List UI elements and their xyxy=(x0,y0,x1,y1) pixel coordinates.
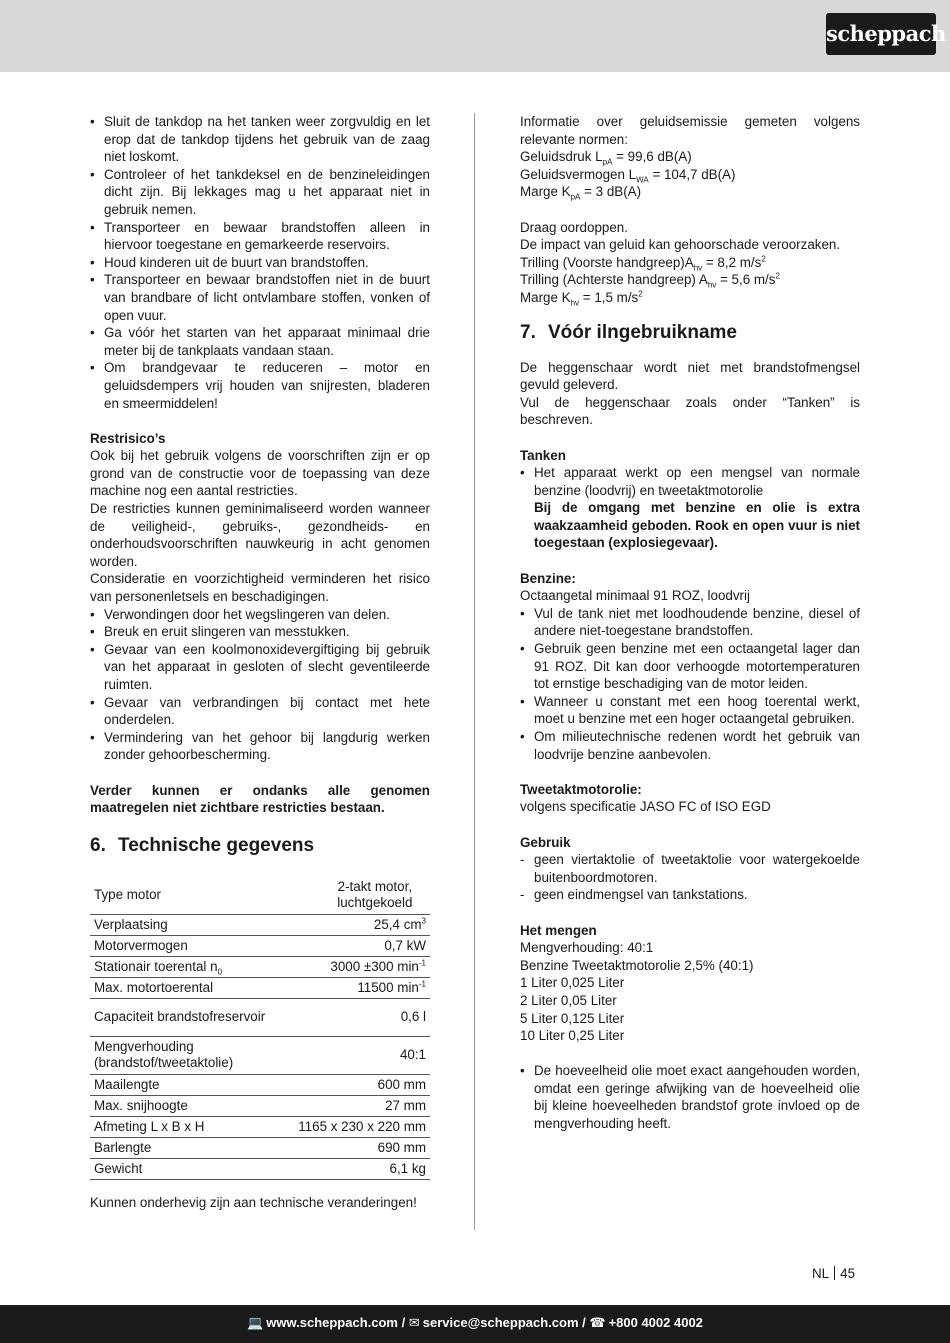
table-row: Motorvermogen 0,7 kW xyxy=(90,935,430,956)
list-item: • Om milieutechnische redenen wordt het gebruik van loodvrije benzine aanbevolen. xyxy=(520,729,860,762)
list-item: • Sluit de tankdop na het tanken weer zorgvuldig en let erop dat de tankdop tijdens het gebruik van de zaag niet loskomt. xyxy=(90,114,430,165)
restrisico-warning: Verder kunnen er ondanks alle genomen maatregelen niet zichtbare restricties bestaan. xyxy=(90,782,430,816)
table-row: Maailengte 600 mm xyxy=(90,1074,430,1095)
list-item: - geen viertaktolie of tweetaktolie voor watergekoelde buitenboordmotoren. xyxy=(520,852,860,885)
table-row: Max. snijhoogte 27 mm xyxy=(90,1095,430,1116)
footer-bar: 💻 www.scheppach.com / ✉ service@scheppach.com / ☎ +800 4002 4002 xyxy=(0,1305,950,1343)
sec7-paragraph: De heggenschaar wordt niet met brandstofmengsel gevuld geleverd. xyxy=(520,359,860,393)
section-heading-voor-ingebruikname: 7. Vóór ilngebruikname xyxy=(520,321,737,343)
restrisico-paragraph: Ook bij het gebruik volgens de voorschriften zijn er op grond van de constructie voor de toepassing van deze machine nog een aantal restricties. xyxy=(90,448,430,499)
list-item: • Transporteer en bewaar brandstoffen alleen in hiervoor toegestane en gemarkeerde reservoirs. xyxy=(90,219,430,253)
benzine-list xyxy=(520,605,860,763)
noise-margin: Marge $K_{pA} = 3$ dB(A) xyxy=(520,184,642,203)
benzine-heading: Benzine: xyxy=(520,570,576,586)
mengen-line: 10 Liter 0,25 Liter xyxy=(520,1028,625,1044)
noise-intro: Informatie over geluidsemissie gemeten volgens relevante normen: xyxy=(520,114,860,147)
table-row: Type motor 2-takt motor, luchtgekoeld xyxy=(90,876,430,914)
table-row: Mengverhouding (brandstof/tweetaktolie) 40:1 xyxy=(90,1036,430,1074)
benzine-octane: Octaangetal minimaal 91 ROZ, loodvrij xyxy=(520,588,750,604)
vibration-rear: Trilling (Achterste handgreep) $A_{hv} = 5,6$ $m/s^2$ xyxy=(520,271,780,291)
mengen-line: Mengverhouding: 40:1 xyxy=(520,940,654,956)
gebruik-heading: Gebruik xyxy=(520,834,571,850)
footer-website-link[interactable]: www.scheppach.com xyxy=(266,1315,398,1330)
mengen-list xyxy=(520,1062,860,1132)
column-divider xyxy=(474,113,475,1230)
noise-power: Geluidsvermogen $L_{WA} = 104,7$ dB(A) xyxy=(520,166,736,185)
tanken-list xyxy=(520,464,860,552)
table-row: Gewicht 6,1 kg xyxy=(90,1158,430,1179)
table-row: Stationair toerental $n_0$ 3000 ±300 $\min^{-1}$ xyxy=(90,956,430,977)
phone-icon: ☎ xyxy=(589,1315,606,1330)
right-column xyxy=(520,113,860,1133)
list-item: • Transporteer en bewaar brandstoffen niet in de buurt van brandbare of licht ontvlambare stoffen, vonken of open vuur. xyxy=(90,272,430,323)
scheppach-logo xyxy=(826,13,946,55)
mengen-line: 5 Liter 0,125 Liter xyxy=(520,1010,625,1026)
list-item: • Om brandgevaar te reduceren – motor en geluidsdempers vrij houden van snijresten, bladeren en smeermiddelen! xyxy=(90,360,430,411)
ear-protection-note: Draag oordoppen. xyxy=(520,219,628,235)
envelope-icon: ✉ xyxy=(408,1315,420,1330)
restrisico-paragraph: De restricties kunnen geminimaliseerd worden wanneer de veiligheid-, gebruiks-, gezondheids- en onderhoudsvoorschriften nauwkeurig in acht genomen worden. xyxy=(90,501,430,569)
list-item: • Vul de tank niet met loodhoudende benzine, diesel of andere niet-toegestane brandstoffen. xyxy=(520,605,860,639)
spec-table xyxy=(90,876,430,1180)
tanken-heading: Tanken xyxy=(520,447,566,463)
tweetaktolie-spec: volgens specificatie JASO FC of ISO EGD xyxy=(520,799,771,815)
list-item: • Vermindering van het gehoor bij langdurig werken zonder gehoorbescherming. xyxy=(90,729,430,763)
table-row: Verplaatsing 25,4 $cm^3$ xyxy=(90,914,430,935)
page-number: NL 45 xyxy=(812,1266,856,1281)
hearing-damage-note: De impact van geluid kan gehoorschade veroorzaken. xyxy=(520,237,841,253)
gebruik-list xyxy=(520,851,860,904)
list-item: • Verwondingen door het wegslingeren van delen. xyxy=(90,606,390,622)
restrisico-paragraph: Consideratie en voorzichtigheid verminderen het risico van personenletsels en beschadigingen. xyxy=(90,571,430,605)
logo-text: scheppach xyxy=(826,21,946,46)
spec-note: Kunnen onderhevig zijn aan technische veranderingen! xyxy=(90,1194,417,1210)
footer-email-link[interactable]: service@scheppach.com xyxy=(422,1315,579,1330)
list-item: • Wanneer u constant met een hoog toerental werkt, moet u benzine met een hoger octaangetal gebruiken. xyxy=(520,693,860,727)
list-item: • Breuk en eruit slingeren van messtukken. xyxy=(90,624,350,640)
mengen-line: 2 Liter 0,05 Liter xyxy=(520,992,617,1008)
footer-phone: +800 4002 4002 xyxy=(608,1315,703,1330)
list-item: - geen eindmengsel van tankstations. xyxy=(520,887,748,903)
noise-pressure: Geluidsdruk $L_{pA} = 99,6$ dB(A) xyxy=(520,149,692,167)
mengen-line: Benzine Tweetaktmotorolie 2,5% (40:1) xyxy=(520,957,754,973)
tanken-warning: Bij de omgang met benzine en olie is extra waakzaamheid geboden. Rook en open vuur is niet toegestaan (explosiegevaar). xyxy=(534,500,860,551)
list-item: • Houd kinderen uit de buurt van brandstoffen. xyxy=(90,254,369,270)
computer-icon: 💻 xyxy=(247,1315,264,1330)
list-item: • Ga vóór het starten van het apparaat minimaal drie meter bij de tankplaats vandaan staan. xyxy=(90,325,430,358)
list-item: • Het apparaat werkt op een mengsel van normale benzine (loodvrij) en tweetaktmotorolie Bij de omgang met benzine en olie is extra waakzaamheid geboden. Rook en open vuur is niet toegestaan (explosiegevaar). xyxy=(520,465,860,551)
vibration-front: Trilling (Voorste $handgreep)A_{hv} = 8,2$ $m/s^2$ xyxy=(520,254,766,273)
list-item: • Gevaar van verbrandingen bij contact met hete onderdelen. xyxy=(90,694,430,728)
list-item: • Controleer of het tankdeksel en de benzineleidingen dicht zijn. Bij lekkages mag u het apparaat niet in gebruik nemen. xyxy=(90,166,430,217)
restrisico-list xyxy=(90,606,430,764)
mengen-line: 1 Liter 0,025 Liter xyxy=(520,975,625,991)
list-item: • Gebruik geen benzine met een octaangetal lager dan 91 ROZ. Dit kan door verhoogde motortemperaturen tot ernstige beschadiging van de motor leiden. xyxy=(520,641,860,692)
vibration-margin: Marge $K_{hv} = 1,5$ $m/s^2$ xyxy=(520,289,643,308)
table-row: Capaciteit brandstofreservoir 0,6 l xyxy=(90,998,430,1036)
list-item: • Gevaar van een koolmonoxidevergiftiging bij gebruik van het apparaat in gesloten of slecht geventileerde ruimten. xyxy=(90,641,430,692)
tweetaktolie-heading: Tweetaktmotorolie: xyxy=(520,781,642,797)
left-column xyxy=(90,113,430,1211)
list-item: • De hoeveelheid olie moet exact aangehouden worden, omdat een geringe afwijking van de hoeveelheid olie bij kleine hoeveelheden brandstof grote invloed op de mengverhouding heeft. xyxy=(520,1063,860,1132)
table-row: Barlengte 690 mm xyxy=(90,1137,430,1158)
sec7-paragraph: Vul de heggenschaar zoals onder “Tanken” is beschreven. xyxy=(520,394,860,428)
table-row: Afmeting L x B x H 1165 x 230 x 220 mm xyxy=(90,1116,430,1137)
section-heading-technische-gegevens: 6. Technische gegevens xyxy=(90,835,315,857)
mengen-heading: Het mengen xyxy=(520,922,597,938)
fuel-safety-list xyxy=(90,113,430,412)
header-band xyxy=(0,0,950,72)
table-row: Max. motortoerental 11500 $\min^{-1}$ xyxy=(90,977,430,998)
restrisico-heading: Restrisico’s xyxy=(90,430,166,446)
